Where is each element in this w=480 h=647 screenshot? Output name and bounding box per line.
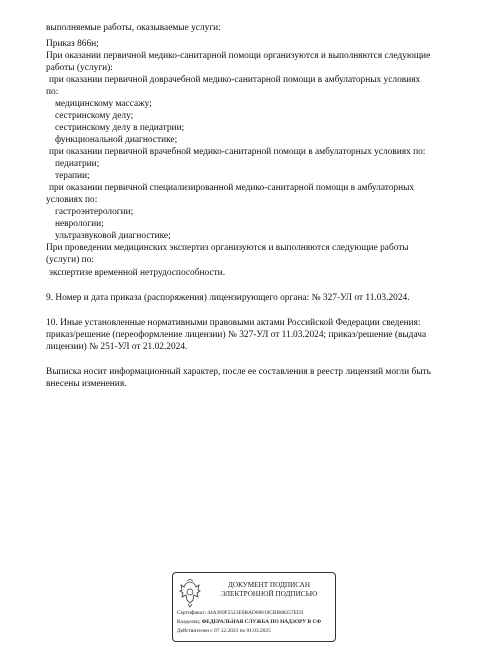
list-item: сестринскому делу;	[55, 111, 134, 121]
stamp-title: ДОКУМЕНТ ПОДПИСАН ЭЛЕКТРОННОЙ ПОДПИСЬЮ	[220, 581, 318, 598]
text-line: по:	[46, 87, 59, 97]
text-line: (услуги) по:	[46, 255, 94, 265]
text-line: При оказании первичной медико-санитарной помощи организуются и выполняются следующие	[46, 51, 431, 61]
section-10-line: приказ/решение (переоформление лицензии) № 327-УЛ от 11.03.2024; приказ/решение (выдача	[46, 330, 427, 340]
list-item: экспертизе временной нетрудоспособности.	[49, 268, 226, 278]
validity-line: Действителен с 07.12.2023 по 01.03.2025	[177, 628, 271, 634]
list-item: сестринскому делу в педиатрии;	[55, 123, 185, 133]
text-line: условиях по:	[46, 195, 98, 205]
electronic-signature-stamp	[172, 572, 336, 642]
list-item: терапии;	[55, 171, 90, 181]
list-item: неврологии;	[55, 219, 104, 229]
list-item: функциональной диагностике;	[55, 135, 178, 145]
section-9-line: 9. Номер и дата приказа (распоряжения) лицензирующего органа: № 327-УЛ от 11.03.2024.	[46, 293, 410, 303]
list-item: ультразвуковой диагностике;	[55, 231, 171, 241]
section-10-line: лицензии) № 251-УЛ от 21.02.2024.	[46, 342, 188, 352]
text-line: выполняемые работы, оказываемые услуги:	[46, 23, 221, 33]
section-10-line: 10. Иные установленные нормативными правовыми актами Российской Федерации сведения:	[46, 318, 421, 328]
text-line: работы (услуги):	[46, 63, 113, 73]
list-item: педиатрии;	[55, 159, 100, 169]
text-line: при оказании первичной специализированной медико-санитарной помощи в амбулаторных	[49, 183, 415, 193]
list-item: медицинскому массажу;	[55, 99, 152, 109]
notice-line: Выписка носит информационный характер, после ее составления в реестр лицензий могли быть	[46, 367, 431, 377]
list-item: гастроэнтерологии;	[55, 207, 134, 217]
text-line: при оказании первичной врачебной медико-санитарной помощи в амбулаторных условиях по:	[49, 147, 426, 157]
text-line: При проведении медицинских экспертиз организуются и выполняются следующие работы	[46, 243, 409, 253]
certificate-line: Сертификат: 44A369F5521E0BAD08610CBB88257ED3	[177, 610, 304, 616]
owner-line: Владелец: ФЕДЕРАЛЬНАЯ СЛУЖБА ПО НАДЗОРУ В СФ	[177, 619, 321, 625]
coat-of-arms-icon	[178, 578, 202, 608]
text-line: при оказании первичной доврачебной медико-санитарной помощи в амбулаторных условиях	[49, 75, 421, 85]
text-line: Приказ 866н;	[46, 39, 99, 49]
notice-line: внесены изменения.	[46, 379, 127, 389]
